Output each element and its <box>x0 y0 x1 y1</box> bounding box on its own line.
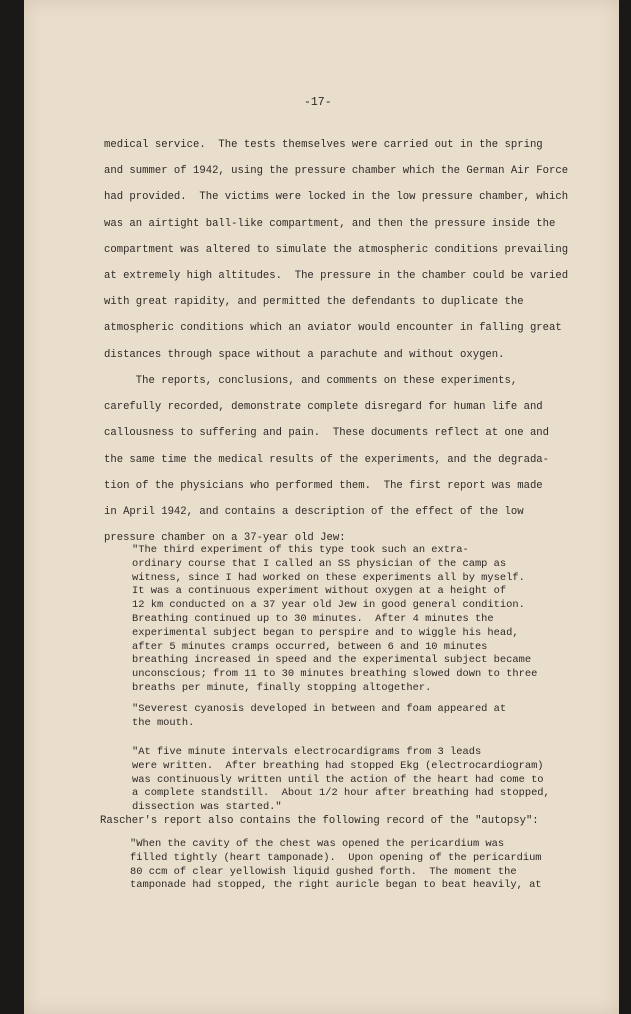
quote-block-3: "At five minute intervals electrocardigrams from 3 leads were written. After breathing had stopped Ekg (electrocardiogram) was continuously written until the action of the heart had come to a complete standstill. About 1/2 hour after breathing had stopped, dissection was started." <box>132 746 550 814</box>
quote-block-2: "Severest cyanosis developed in between and foam appeared at the mouth. <box>132 703 507 729</box>
body-paragraph-3: Rascher's report also contains the following record of the "autopsy": <box>100 815 539 827</box>
quote-block-1: "The third experiment of this type took such an extra- ordinary course that I called an SS physician of the camp as witness, since I had worked on these experiments all by myself. It was a continuous experiment without oxygen at a height of 12 km conducted on a 37 year old Jew in good general condition. Breathing continued up to 30 minutes. After 4 minutes the experimental subject began to perspire and to wiggle his head, after 5 minutes cramps occurred, between 6 and 10 minutes breathing increased in speed and the experimental subject became unconscious; from 11 to 30 minutes breathing slowed down to three breaths per minute, finally stopping altogether. <box>132 544 538 694</box>
body-paragraph-1: medical service. The tests themselves were carried out in the spring and summer of 1942, using the pressure chamber which the German Air Force had provided. The victims were locked in the low pressure chamber, which was an airtight ball-like compartment, and then the pressure inside the compartment was altered to simulate the atmospheric conditions prevailing at extremely high altitudes. The pressure in the chamber could be varied with great rapidity, and permitted the defendants to duplicate the atmospheric conditions which an aviator would encounter in falling great distances through space without a parachute and without oxygen. <box>104 139 569 361</box>
page-number: -17- <box>304 96 332 109</box>
quote-block-4: "When the cavity of the chest was opened the pericardium was filled tightly (heart tamponade). Upon opening of the pericardium 80 ccm of clear yellowish liquid gushed forth. The moment the tamponade had stopped, the right auricle began to beat heavily, at <box>130 838 542 892</box>
body-paragraph-2: The reports, conclusions, and comments on these experiments, carefully recorded, demonstrate complete disregard for human life and callousness to suffering and pain. These documents reflect at one and the same time the medical results of the experiments, and the degrada- tion of the physicians who performed them. The first report was made in April 1942, and contains a description of the effect of the low pressure chamber on a 37-year old Jew: <box>104 375 550 545</box>
document-page <box>24 0 619 1014</box>
